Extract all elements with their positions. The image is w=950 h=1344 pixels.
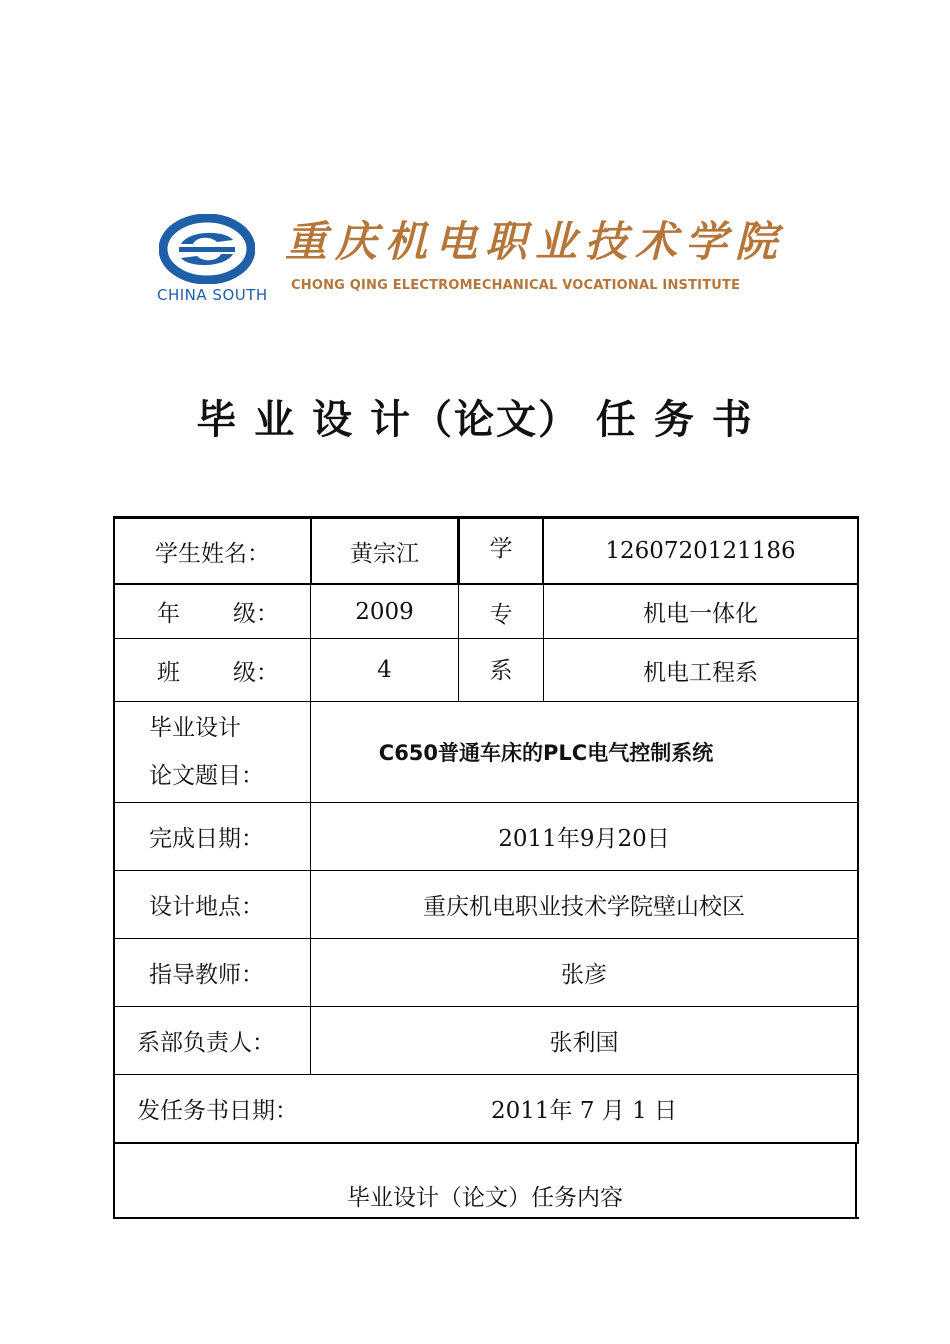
table-border-right: [857, 516, 859, 1144]
student-info-table: [113, 516, 859, 1219]
school-logo: [155, 212, 786, 312]
grade-value: 2009: [355, 598, 414, 625]
school-name-cn: 重庆机电职业技术学院: [285, 217, 786, 266]
major-label: 专: [489, 602, 513, 628]
grade-label-a: 年: [157, 601, 180, 627]
document-title: 毕 业 设 计（论文） 任 务 书: [196, 397, 754, 443]
advisor-value: 张彦: [561, 962, 607, 988]
student-name-label: 学生姓名：: [155, 540, 270, 567]
logo-emblem-text: CHINA SOUTH: [157, 286, 268, 304]
topic-value: C650普通车床的PLC电气控制系统: [378, 741, 714, 765]
class-value: 4: [377, 657, 392, 683]
class-label-a: 班: [157, 659, 180, 686]
school-name-en: CHONG QING ELECTROMECHANICAL VOCATIONAL INSTITUTE: [291, 278, 741, 293]
topic-label-line1: 毕业设计: [149, 715, 241, 741]
task-content-heading: 毕业设计（论文）任务内容: [347, 1184, 623, 1211]
completion-date-value: 2011年9月20日: [498, 826, 670, 852]
location-label: 设计地点：: [149, 894, 264, 920]
table-border-bottom: [113, 1217, 859, 1219]
topic-label-line2: 论文题目：: [149, 763, 264, 789]
student-name-value: 黄宗江: [350, 540, 419, 567]
table-border-left: [113, 516, 115, 1219]
advisor-label: 指导教师：: [149, 962, 264, 988]
major-value: 机电一体化: [643, 601, 758, 627]
grade-label-b: 级：: [233, 601, 279, 627]
dept-head-value: 张利国: [549, 1030, 619, 1056]
row-divider: [113, 1142, 859, 1144]
issue-date-label: 发任务书日期：: [137, 1098, 298, 1124]
topic-label: [149, 702, 310, 802]
table-border-right: [855, 1144, 857, 1219]
class-label-b: 级：: [233, 659, 279, 686]
department-label: 系: [489, 658, 513, 684]
issue-date-value: 2011年 7 月 1 日: [490, 1098, 678, 1124]
student-id-value: 1260720121186: [605, 538, 796, 564]
dept-head-label: 系部负责人：: [137, 1030, 275, 1056]
location-value: 重庆机电职业技术学院壁山校区: [423, 894, 745, 920]
student-id-label: 学: [489, 536, 513, 562]
completion-date-label: 完成日期：: [149, 826, 264, 852]
department-value: 机电工程系: [643, 659, 758, 686]
school-emblem-icon: [159, 214, 255, 284]
